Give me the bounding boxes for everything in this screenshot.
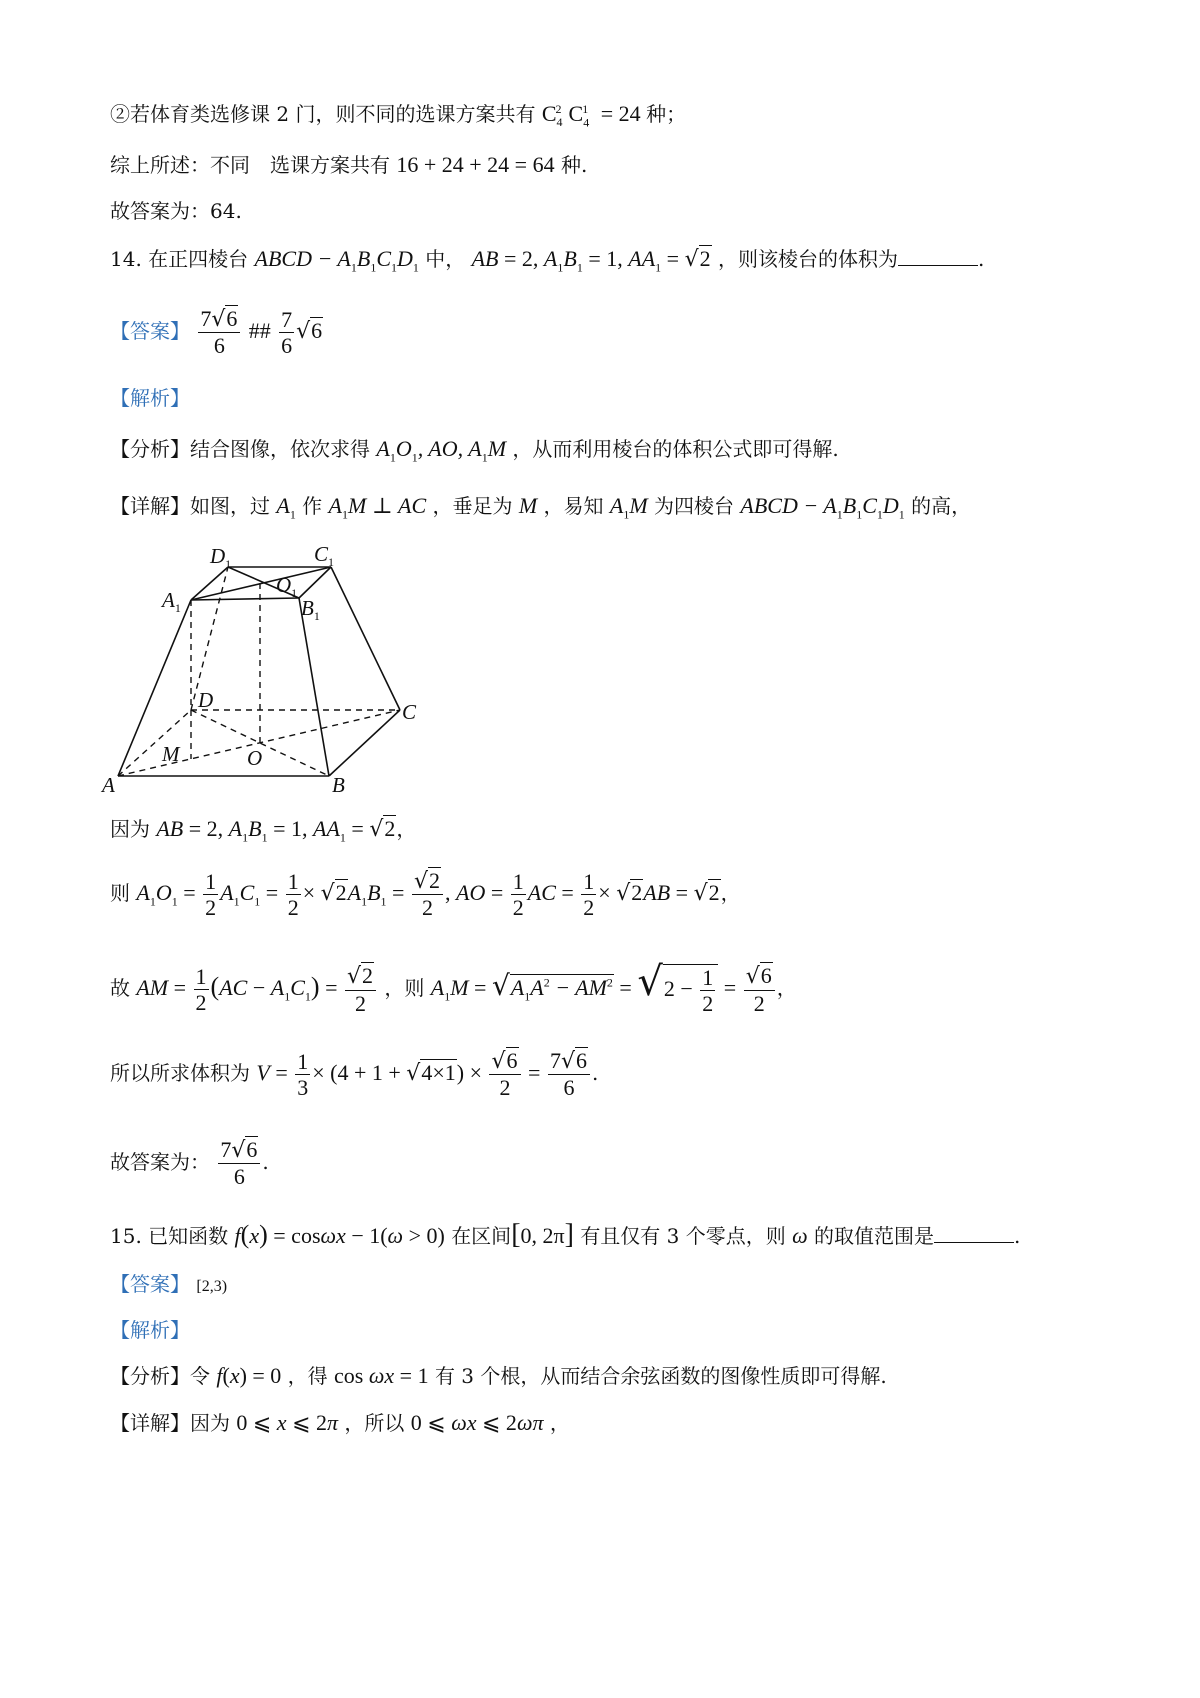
edge-a1b1 xyxy=(191,598,299,600)
edge-bb1 xyxy=(299,598,329,776)
label-o1: $O_1$ xyxy=(276,573,298,600)
q15-stem-d: 的取值范围是 xyxy=(814,1224,935,1248)
label-b: B xyxy=(332,773,345,795)
q14-stem-b: 中， xyxy=(425,247,466,271)
answer-separator: ## xyxy=(248,317,271,343)
edge-ad xyxy=(118,710,191,776)
q15-stem-a: 已知函数 xyxy=(148,1224,229,1248)
because-text: 因为 xyxy=(110,817,150,841)
label-a: A xyxy=(102,773,115,795)
label-b1: $B_1$ xyxy=(301,596,320,623)
q14-stem: 14. 在正四棱台 ABCD − $A_1B_1C_1D_1$ 中， AB = 2, $A_1B_1 = 1$, $AA_1 = √2$ ，则该棱台的体积为 . xyxy=(110,246,985,275)
xiangjie-text-d: ，易知 xyxy=(543,494,604,518)
summary-text: 综上所述：不同 选课方案共有 xyxy=(110,153,390,177)
label-d1: $D_1$ xyxy=(210,544,232,571)
q14-because: 因为 AB = 2, $A_1B_1 = 1$, $AA_1 = √2$， xyxy=(110,816,417,845)
fenxi-tag: 【分析】 xyxy=(110,437,190,461)
answer-fraction-alt: $\frac{7}{6}$ xyxy=(281,306,293,358)
final-text: 故答案为： xyxy=(110,1149,210,1174)
then2-text: ，则 xyxy=(384,976,425,1000)
case-two-tail: 种； xyxy=(646,102,687,126)
q15-xiangjie-tag: 【详解】 xyxy=(110,1411,190,1435)
edge-aa1 xyxy=(118,600,191,776)
q14-volume: 所以所求体积为 V = $\frac{1}{3}$ × (4 + 1 + √4×1) × $\frac{√6}{2}$ = $\frac{7√6}{6}$ . xyxy=(110,1048,599,1101)
case-two-line xyxy=(110,101,686,130)
q14-compute-am: 故 AM = $\frac{1}{2}$ $(AC - A_1C_1)$ = $\frac{√2}{2}$ ，则 $A_1M = √A_1A^2 - AM^2 = √2$ − $\frac{1}{2}$ = $\frac{√6}{2}$ ， xyxy=(110,959,797,1016)
q15-fenxi-tag: 【分析】 xyxy=(110,1364,190,1388)
label-o: O xyxy=(247,746,263,770)
xiangjie-text-c: ，垂足为 xyxy=(432,494,513,518)
label-a1: $A_1$ xyxy=(162,588,181,615)
fenxi-text-a: 结合图像，依次求得 xyxy=(190,437,370,461)
q15-number: 15. xyxy=(110,1224,142,1248)
xiangjie-text-a: 如图，过 xyxy=(190,494,270,518)
q15-stem-c: 有且仅有 3 个零点，则 xyxy=(580,1224,786,1248)
q13-final-answer-text: 故答案为：64. xyxy=(110,199,242,223)
q14-stem-a: 在正四棱台 xyxy=(148,247,249,271)
q14-answer: 【答案】 $\frac{7√6}{6}$ ## $\frac{7}{6}$ √6 xyxy=(110,306,323,359)
answer-blank xyxy=(898,247,978,266)
q15-analysis xyxy=(110,1318,190,1342)
combination-formula: $C_4^2$ $C_4^1 = 24$ xyxy=(541,101,647,130)
q15-xiangjie-c: ， xyxy=(549,1411,570,1435)
edge-cc1 xyxy=(331,567,400,710)
so-text: 故 xyxy=(110,976,130,1000)
q15-fenxi-a: 令 xyxy=(190,1364,210,1388)
summary-tail: 种. xyxy=(560,153,588,177)
q15-xiangjie-b: ，所以 xyxy=(344,1411,405,1435)
q15-analysis-tag: 【解析】 xyxy=(110,1318,190,1342)
summary-line xyxy=(110,152,587,178)
q14-xiangjie: 【详解】如图，过 $A_1$ 作 $A_1M$ ⊥ AC ，垂足为 M ，易知 $A_1M$ 为四棱台 ABCD − $A_1B_1C_1D_1$ 的高， xyxy=(110,493,972,522)
frustum-figure xyxy=(100,535,430,795)
q13-final-answer xyxy=(110,199,242,223)
q15-answer-tag: 【答案】 xyxy=(110,1272,190,1296)
q14-compute-a1o1: 则 $A_1O_1$ = $\frac{1}{2}$ $A_1C_1$ = $\frac{1}{2}$ × $√2A_1B_1$ = $\frac{√2}{2}$ , AO = $\frac{1}{2}$ AC = $\frac{1}{2}$ × √2AB = √2， xyxy=(110,868,741,921)
then-text: 则 xyxy=(110,880,130,905)
volume-text: 所以所求体积为 xyxy=(110,1060,250,1085)
label-c1: $C_1$ xyxy=(314,542,335,569)
q15-xiangjie-a: 因为 xyxy=(190,1411,230,1435)
q14-analysis xyxy=(110,386,190,410)
q14-stem-c: ，则该棱台的体积为 xyxy=(717,247,898,271)
analysis-tag: 【解析】 xyxy=(110,386,190,410)
edge-bc xyxy=(329,710,400,776)
xiangjie-tag: 【详解】 xyxy=(110,494,190,518)
q14-given: AB xyxy=(471,246,499,271)
case-two-text: ②若体育类选修课 2 门，则不同的选课方案共有 xyxy=(110,102,536,126)
frustum-name: ABCD − $A_1B_1C_1D_1$ xyxy=(254,246,419,275)
xiangjie-text-b: 作 xyxy=(302,494,323,518)
q15-answer-value: [2,3) xyxy=(196,1278,228,1295)
xiangjie-text-f: 的高， xyxy=(911,494,972,518)
answer-tag: 【答案】 xyxy=(110,318,190,343)
q15-fenxi-c: 有 3 个根，从而结合余弦函数的图像性质即可得解. xyxy=(434,1364,887,1388)
q14-fenxi: 【分析】结合图像，依次求得 $A_1O_1$, AO, $A_1M$ ，从而利用棱台的体积公式即可得解. xyxy=(110,436,839,465)
q15-stem-b: 在区间 xyxy=(451,1224,512,1248)
edge-b1c1 xyxy=(299,567,331,598)
answer-fraction: $\frac{7√6}{6}$ xyxy=(198,306,240,359)
label-c: C xyxy=(402,700,417,724)
q15-stem: 15. 已知函数 f(x) = cosωx − 1(ω > 0) 在区间[0, 2π] 有且仅有 3 个零点，则 ω 的取值范围是 . xyxy=(110,1219,1021,1250)
q15-answer xyxy=(110,1272,227,1296)
q15-fenxi: 【分析】令 f(x) = 0 ，得 cos ωx = 1 有 3 个根，从而结合余弦函数的图像性质即可得解. xyxy=(110,1363,887,1388)
q15-fenxi-b: ，得 xyxy=(287,1364,328,1388)
fenxi-text-b: ，从而利用棱台的体积公式即可得解. xyxy=(512,437,839,461)
label-d: D xyxy=(198,688,214,712)
q15-xiangjie: 【详解】因为 0 ⩽ x ⩽ 2π ，所以 0 ⩽ ωx ⩽ 2ωπ ， xyxy=(110,1410,570,1435)
xiangjie-text-e: 为四棱台 xyxy=(654,494,735,518)
q14-number: 14. xyxy=(110,247,142,271)
summary-formula: 16 + 24 + 24 = 64 xyxy=(396,152,555,177)
label-m: M xyxy=(162,742,180,766)
q14-final-answer: 故答案为： $\frac{7√6}{6}$ . xyxy=(110,1137,269,1190)
q15-answer-blank xyxy=(934,1224,1014,1243)
